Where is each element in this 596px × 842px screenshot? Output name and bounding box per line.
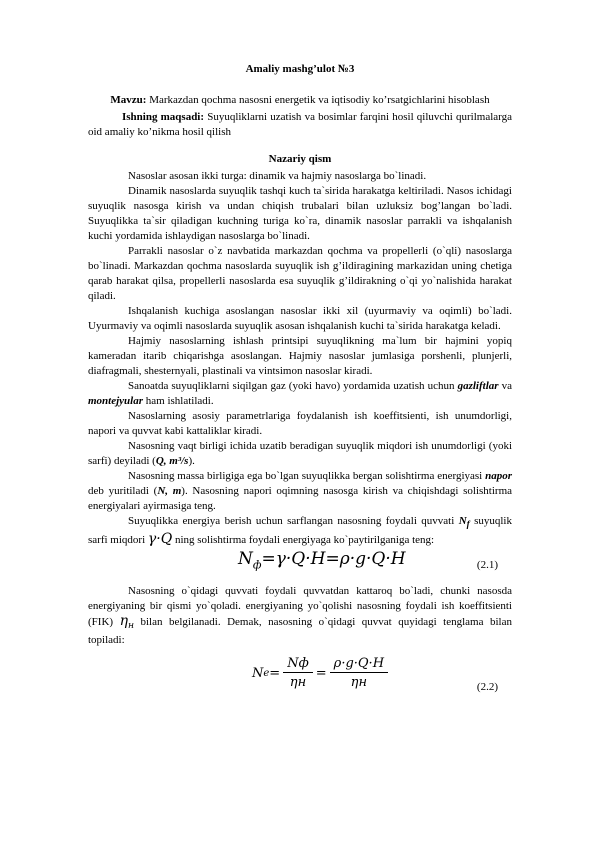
symbol-gamma-q: γ·Q bbox=[147, 531, 173, 548]
fraction-1 bbox=[283, 656, 313, 690]
formula-expression bbox=[238, 549, 406, 572]
symbol-sub: f bbox=[466, 519, 470, 530]
formula-lhs-sub: ф bbox=[252, 558, 262, 572]
formula-rhs: =γ·Q·H=ρ·g·Q·H bbox=[261, 549, 406, 570]
unit-n: N, m bbox=[157, 485, 182, 497]
paragraph bbox=[88, 584, 512, 648]
text-run: Nasosning massa birligiga ega bo`lgan suyuqlikka bergan solishtirma energiyasi bbox=[128, 470, 486, 482]
purpose-line bbox=[88, 110, 512, 140]
fraction-numerator: Nф bbox=[283, 656, 313, 673]
paragraph: Parrakli nasoslar o`z navbatida markazdan qochma va propellerli (o`qli) nasoslarga bo`linadi. Markazdan qochma nasoslarda suyuqlik ish g’ildiragining markazidan uning chetiga qarab harakat qilsa, propellerli nasoslarda esa suyuqlik g’ildirakning o`qi yo`nalishida harakat qiladi. bbox=[88, 245, 512, 302]
formula-number: (2.1) bbox=[476, 559, 498, 572]
fraction-numerator: ρ·g·Q·H bbox=[330, 656, 388, 673]
text-run: deb yuritiladi ( bbox=[88, 485, 158, 497]
formula-number: (2.2) bbox=[476, 681, 498, 694]
formula-lhs: N bbox=[238, 549, 253, 570]
symbol-eta-sub: н bbox=[127, 620, 134, 632]
unit-q: Q, m³/s bbox=[155, 455, 189, 467]
paragraph: Hajmiy nasoslarning ishlash printsipi suyuqlikning ma`lum bir hajmini yopiq kameradan itarib chiqarishga asoslangan. Hajmiy nasoslar jumlasiga porshenli, plunjerli, diafragmali, shesternyali, plastinali va vintsimon nasoslar kiradi. bbox=[88, 335, 512, 377]
text-run: ning solishtirma foydali energiyaga ko`paytirilganiga teng: bbox=[172, 534, 435, 547]
formula-expression bbox=[252, 656, 391, 690]
text-run: suyuqlik sarfi miqdori bbox=[88, 515, 512, 547]
equals-sign: = bbox=[269, 665, 281, 681]
formula-2-2 bbox=[88, 652, 512, 704]
symbol-eta: η bbox=[119, 613, 128, 630]
term-gazliftlar: gazliftlar bbox=[457, 380, 499, 392]
text-run: ). Nasosning napori oqimning nasosga kirish va chiqishdagi solishtirma energiyalari ayirmasiga teng. bbox=[88, 485, 513, 512]
fraction-2 bbox=[330, 656, 388, 690]
formula-lhs-sub: e bbox=[263, 667, 270, 679]
equals-sign: = bbox=[315, 665, 327, 681]
text-run: Sanoatda suyuqliklarni siqilgan gaz (yoki havo) yordamida uzatish uchun bbox=[128, 380, 458, 392]
topic-text: Markazdan qochma nasosni energetik va iqtisodiy ko’rsatgichlarini hisoblash bbox=[149, 94, 490, 106]
paragraph: Ishqalanish kuchiga asoslangan nasoslar ikki xil (uyurmaviy va oqimli) bo`ladi. Uyurmaviy va oqimli nasoslarda suyuqlik asosan ishqalanish kuchi ta`sirida harakatga keladi. bbox=[88, 305, 512, 332]
paragraph: Nasoslar asosan ikki turga: dinamik va hajmiy nasoslarga bo`linadi. bbox=[128, 170, 427, 182]
text-run: Nasosning o`qidagi quvvati foydali quvvatdan kattaroq bo`ladi, chunki nasosda energiyaning bir qismi yo`qoladi. energiyaning yo`qolishi nasosning foydali ish koeffitsienti (FIK) bbox=[88, 585, 512, 629]
paragraph bbox=[88, 439, 512, 469]
text-run: ham ishlatiladi. bbox=[143, 395, 214, 407]
fraction-denominator: ηн bbox=[350, 675, 368, 691]
page-title: Amaliy mashg’ulot №3 bbox=[245, 63, 355, 75]
text-run: va bbox=[498, 380, 512, 392]
text-run: Nasosning vaqt birligi ichida uzatib beradigan suyuqlik miqdori ish unumdorligi (yoki sarfi) deyiladi ( bbox=[88, 440, 512, 467]
paragraph bbox=[88, 469, 512, 514]
text-run: Suyuqlikka energiya berish uchun sarflangan nasosning foydali quvvati bbox=[128, 515, 459, 527]
formula-2-1 bbox=[88, 549, 512, 578]
fraction-denominator: ηн bbox=[289, 675, 307, 691]
purpose-text: Suyuqliklarni uzatish va bosimlar farqini hosil qiluvchi qurilmalarga oid amaliy ko’nikma hosil qilish bbox=[88, 111, 513, 138]
topic-line bbox=[88, 93, 512, 108]
term-napor: napor bbox=[485, 470, 512, 482]
paragraph bbox=[88, 514, 512, 548]
symbol-nf: N bbox=[458, 515, 467, 527]
text-run: bilan belgilanadi. Demak, nasosning o`qidagi quvvat quyidagi tenglama bilan topiladi: bbox=[88, 616, 512, 647]
paragraph: Nasoslarning asosiy parametrlariga foydalanish ish koeffitsienti, ish unumdorligi, napori va quvvat kabi kattaliklar kiradi. bbox=[88, 410, 512, 437]
paragraph: Dinamik nasoslarda suyuqlik tashqi kuch ta`sirida harakatga keltiriladi. Nasos ichidagi suyuqlik nasosga kirish va undan chiqish trubalari bilan uzluksiz bog’langan bo`ladi. Suyuqlikka ta`sir qiladigan kuchning turiga ko`ra, dinamik nasoslar parrakli va ishqalanish kuchi yordamida ishlaydigan nasoslarga bo`linadi. bbox=[88, 185, 512, 242]
formula-lhs: N bbox=[252, 665, 264, 681]
section-title: Nazariy qism bbox=[268, 153, 332, 165]
paragraph bbox=[88, 379, 512, 409]
document-page bbox=[88, 62, 512, 704]
purpose-label: Ishning maqsadi: bbox=[122, 111, 205, 123]
topic-label: Mavzu: bbox=[110, 94, 147, 106]
text-run: ). bbox=[188, 455, 195, 467]
term-montejyular: montejyular bbox=[88, 395, 144, 407]
